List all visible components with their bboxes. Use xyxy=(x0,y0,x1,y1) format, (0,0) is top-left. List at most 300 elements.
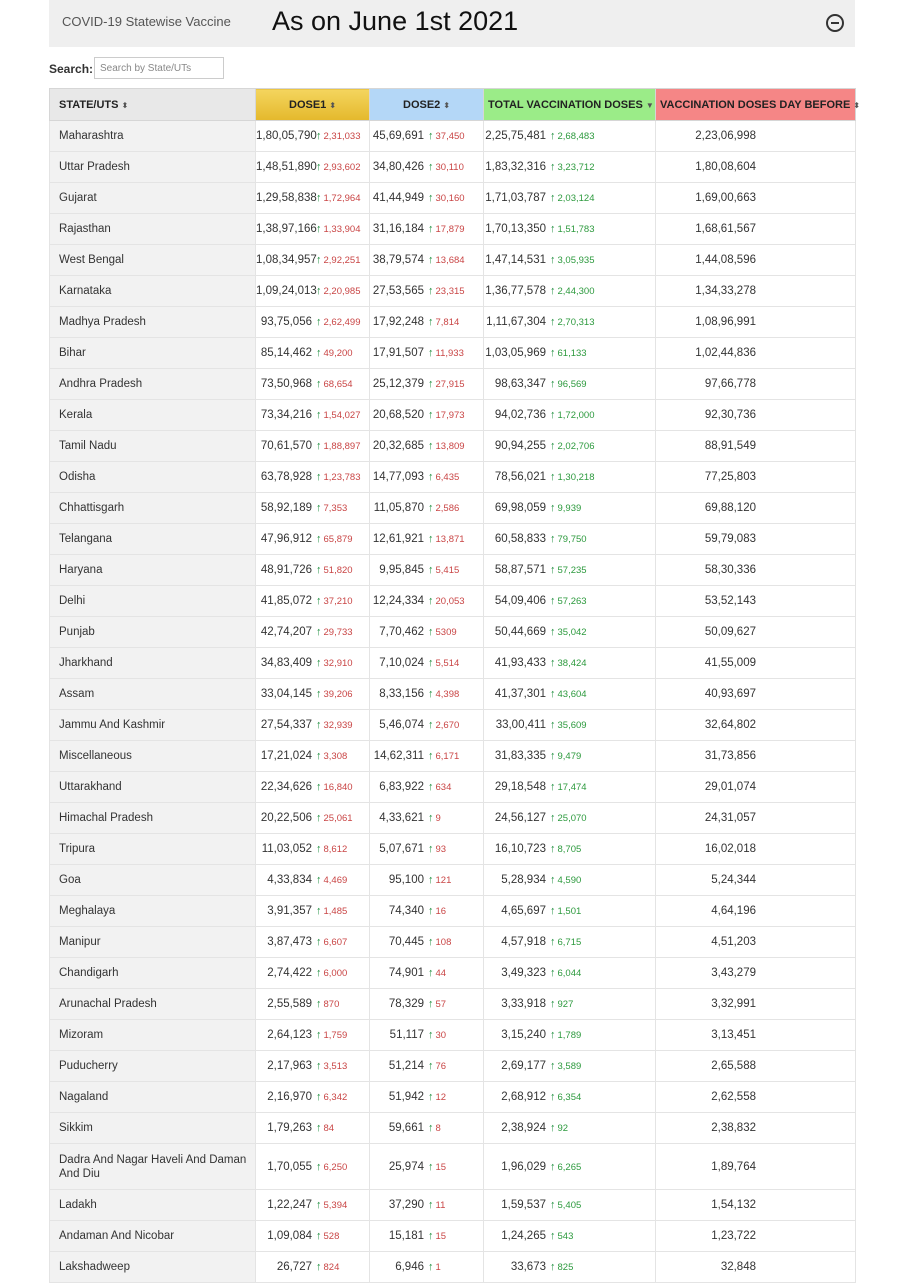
state-name: Telangana xyxy=(50,524,256,555)
table-row[interactable] xyxy=(50,1082,856,1113)
arrow-up-icon: ↑ xyxy=(550,347,556,359)
arrow-up-icon: ↑ xyxy=(316,161,322,173)
table-row[interactable] xyxy=(50,369,856,400)
dose1-value: 2,64,123 xyxy=(267,1029,312,1041)
dose1-cell xyxy=(256,989,370,1020)
column-header-label: DOSE1 xyxy=(289,98,327,111)
arrow-up-icon: ↑ xyxy=(316,192,322,204)
dose2-value: 8,33,156 xyxy=(379,688,424,700)
arrow-up-icon: ↑ xyxy=(550,967,556,979)
state-name: Puducherry xyxy=(50,1051,256,1082)
dose2-delta: 27,915 xyxy=(435,379,465,390)
table-row[interactable] xyxy=(50,431,856,462)
state-name: Dadra And Nagar Haveli And Daman And Diu xyxy=(50,1144,256,1190)
state-name: Tamil Nadu xyxy=(50,431,256,462)
arrow-up-icon: ↑ xyxy=(550,1060,556,1072)
state-name: Andhra Pradesh xyxy=(50,369,256,400)
day-before-value: 77,25,803 xyxy=(656,462,856,493)
total-value: 98,63,347 xyxy=(494,378,546,390)
arrow-up-icon: ↑ xyxy=(428,1029,434,1041)
table-row[interactable] xyxy=(50,462,856,493)
dose1-delta: 16,840 xyxy=(323,782,353,793)
dose2-value: 6,83,922 xyxy=(379,781,424,793)
dose1-delta: 3,308 xyxy=(323,751,348,762)
arrow-up-icon: ↑ xyxy=(428,905,434,917)
day-before-value: 2,65,588 xyxy=(656,1051,856,1082)
total-value: 1,70,13,350 xyxy=(485,223,546,235)
table-row[interactable] xyxy=(50,834,856,865)
state-name: Punjab xyxy=(50,617,256,648)
dose1-value: 34,83,409 xyxy=(260,657,312,669)
arrow-up-icon: ↑ xyxy=(428,750,434,762)
total-cell xyxy=(484,648,656,679)
state-name: Ladakh xyxy=(50,1190,256,1221)
dose1-delta: 824 xyxy=(323,1262,340,1273)
dose2-cell xyxy=(370,834,484,865)
dose2-cell xyxy=(370,276,484,307)
total-delta: 2,02,706 xyxy=(557,441,595,452)
table-row[interactable] xyxy=(50,617,856,648)
dose2-delta: 5,514 xyxy=(435,658,460,669)
dose2-value: 7,10,024 xyxy=(379,657,424,669)
table-row[interactable] xyxy=(50,865,856,896)
dose1-delta: 49,200 xyxy=(323,348,353,359)
table-row[interactable] xyxy=(50,679,856,710)
dose2-value: 17,91,507 xyxy=(372,347,424,359)
table-row[interactable] xyxy=(50,741,856,772)
state-name: Uttar Pradesh xyxy=(50,152,256,183)
table-row[interactable] xyxy=(50,121,856,152)
dose1-delta: 8,612 xyxy=(323,844,348,855)
arrow-up-icon: ↑ xyxy=(428,626,434,638)
total-delta: 25,070 xyxy=(557,813,587,824)
table-row[interactable] xyxy=(50,710,856,741)
dose2-delta: 17,973 xyxy=(435,410,465,421)
total-value: 41,37,301 xyxy=(494,688,546,700)
state-name: Haryana xyxy=(50,555,256,586)
vaccine-table xyxy=(49,88,860,1283)
state-name: Manipur xyxy=(50,927,256,958)
state-name: Karnataka xyxy=(50,276,256,307)
arrow-up-icon: ↑ xyxy=(316,502,322,514)
state-name: Lakshadweep xyxy=(50,1252,256,1283)
column-header-day-before[interactable] xyxy=(656,89,860,121)
search-input[interactable] xyxy=(94,57,224,79)
minus-circle-icon[interactable] xyxy=(826,14,844,32)
dose2-value: 51,214 xyxy=(388,1060,424,1072)
dose2-value: 45,69,691 xyxy=(372,130,424,142)
arrow-up-icon: ↑ xyxy=(428,1230,434,1242)
total-value: 1,96,029 xyxy=(501,1160,546,1173)
arrow-up-icon: ↑ xyxy=(316,998,322,1010)
column-header-label: DOSE2 xyxy=(403,98,441,111)
dose2-cell xyxy=(370,648,484,679)
dose2-cell xyxy=(370,741,484,772)
arrow-up-icon: ↑ xyxy=(550,657,556,669)
state-name: Sikkim xyxy=(50,1113,256,1144)
total-delta: 38,424 xyxy=(557,658,587,669)
total-cell xyxy=(484,1113,656,1144)
total-cell xyxy=(484,1221,656,1252)
dose2-cell xyxy=(370,369,484,400)
dose1-delta: 51,820 xyxy=(323,565,353,576)
dose2-value: 20,68,520 xyxy=(372,409,424,421)
total-cell xyxy=(484,121,656,152)
table-row[interactable] xyxy=(50,896,856,927)
dose2-cell xyxy=(370,152,484,183)
arrow-up-icon: ↑ xyxy=(550,1230,556,1242)
total-cell xyxy=(484,1190,656,1221)
total-value: 54,09,406 xyxy=(494,595,546,607)
table-row[interactable] xyxy=(50,245,856,276)
arrow-up-icon: ↑ xyxy=(428,409,434,421)
arrow-up-icon: ↑ xyxy=(316,254,322,266)
total-cell xyxy=(484,1144,656,1190)
arrow-up-icon: ↑ xyxy=(428,843,434,855)
total-delta: 9,479 xyxy=(557,751,582,762)
arrow-up-icon: ↑ xyxy=(550,533,556,545)
dose2-delta: 8 xyxy=(435,1123,441,1134)
total-cell xyxy=(484,183,656,214)
total-cell xyxy=(484,431,656,462)
total-delta: 8,705 xyxy=(557,844,582,855)
day-before-value: 1,89,764 xyxy=(656,1144,856,1190)
dose1-delta: 870 xyxy=(323,999,340,1010)
dose1-delta: 68,654 xyxy=(323,379,353,390)
column-header-label: VACCINATION DOSES DAY BEFORE xyxy=(660,98,851,111)
table-row[interactable] xyxy=(50,493,856,524)
dose1-delta: 1,72,964 xyxy=(323,193,361,204)
total-cell xyxy=(484,772,656,803)
table-row[interactable] xyxy=(50,1144,856,1190)
total-delta: 2,03,124 xyxy=(557,193,595,204)
state-name: Himachal Pradesh xyxy=(50,803,256,834)
day-before-value: 41,55,009 xyxy=(656,648,856,679)
total-value: 1,47,14,531 xyxy=(485,254,546,266)
dose2-value: 25,12,379 xyxy=(372,378,424,390)
arrow-up-icon: ↑ xyxy=(316,564,322,576)
table-row[interactable] xyxy=(50,648,856,679)
table-row[interactable] xyxy=(50,1113,856,1144)
arrow-up-icon: ↑ xyxy=(550,874,556,886)
dose2-value: 14,77,093 xyxy=(372,471,424,483)
day-before-value: 50,09,627 xyxy=(656,617,856,648)
total-value: 60,58,833 xyxy=(494,533,546,545)
arrow-up-icon: ↑ xyxy=(316,1122,322,1134)
column-header-label: STATE/UTS xyxy=(59,98,119,111)
dose2-cell xyxy=(370,493,484,524)
dose2-value: 9,95,845 xyxy=(379,564,424,576)
total-cell xyxy=(484,679,656,710)
dose1-delta: 29,733 xyxy=(323,627,353,638)
arrow-up-icon: ↑ xyxy=(316,378,322,390)
table-row[interactable] xyxy=(50,400,856,431)
arrow-up-icon: ↑ xyxy=(428,1091,434,1103)
dose2-value: 12,24,334 xyxy=(372,595,424,607)
total-delta: 825 xyxy=(557,1262,574,1273)
day-before-value: 1,68,61,567 xyxy=(656,214,856,245)
dose1-value: 2,16,970 xyxy=(267,1091,312,1103)
dose1-value: 2,55,589 xyxy=(267,998,312,1010)
day-before-value: 58,30,336 xyxy=(656,555,856,586)
arrow-up-icon: ↑ xyxy=(550,719,556,731)
dose2-value: 25,974 xyxy=(388,1160,424,1173)
total-value: 2,38,924 xyxy=(501,1122,546,1134)
arrow-up-icon: ↑ xyxy=(550,1261,556,1273)
total-delta: 1,789 xyxy=(557,1030,582,1041)
dose1-delta: 4,469 xyxy=(323,875,348,886)
table-row[interactable] xyxy=(50,772,856,803)
total-value: 3,15,240 xyxy=(501,1029,546,1041)
dose2-value: 37,290 xyxy=(388,1199,424,1211)
total-cell xyxy=(484,555,656,586)
arrow-up-icon: ↑ xyxy=(428,440,434,452)
table-row[interactable] xyxy=(50,214,856,245)
dose2-delta: 634 xyxy=(435,782,452,793)
table-row[interactable] xyxy=(50,152,856,183)
dose2-value: 70,445 xyxy=(388,936,424,948)
arrow-up-icon: ↑ xyxy=(550,1122,556,1134)
table-row[interactable] xyxy=(50,307,856,338)
total-delta: 6,715 xyxy=(557,937,582,948)
dose1-value: 93,75,056 xyxy=(260,316,312,328)
table-row[interactable] xyxy=(50,989,856,1020)
table-row[interactable] xyxy=(50,183,856,214)
dose2-delta: 30,110 xyxy=(435,162,464,173)
table-row[interactable] xyxy=(50,276,856,307)
day-before-value: 1,80,08,604 xyxy=(656,152,856,183)
total-value: 41,93,433 xyxy=(494,657,546,669)
table-row[interactable] xyxy=(50,1020,856,1051)
dose1-cell xyxy=(256,276,370,307)
arrow-up-icon: ↑ xyxy=(550,564,556,576)
total-value: 33,673 xyxy=(510,1261,546,1273)
dose1-cell xyxy=(256,245,370,276)
total-value: 2,69,177 xyxy=(501,1060,546,1072)
dose1-value: 27,54,337 xyxy=(260,719,312,731)
dose1-cell xyxy=(256,679,370,710)
dose1-value: 1,80,05,790 xyxy=(256,130,317,142)
arrow-up-icon: ↑ xyxy=(550,223,556,235)
dose2-value: 51,942 xyxy=(388,1091,424,1103)
dose1-cell xyxy=(256,1221,370,1252)
dose1-delta: 1,23,783 xyxy=(323,472,361,483)
dose1-cell xyxy=(256,741,370,772)
column-header-dose1[interactable] xyxy=(256,89,370,121)
dose2-cell xyxy=(370,896,484,927)
total-delta: 1,51,783 xyxy=(557,224,595,235)
dose2-delta: 1 xyxy=(435,1262,441,1273)
dose1-value: 85,14,462 xyxy=(260,347,312,359)
dose2-value: 5,46,074 xyxy=(379,719,424,731)
dose1-delta: 84 xyxy=(323,1123,335,1134)
total-cell xyxy=(484,276,656,307)
dose2-value: 6,946 xyxy=(395,1261,424,1273)
day-before-value: 1,08,96,991 xyxy=(656,307,856,338)
dose2-delta: 30,160 xyxy=(435,193,465,204)
dose2-cell xyxy=(370,555,484,586)
arrow-up-icon: ↑ xyxy=(550,161,556,173)
search-label: Search: xyxy=(49,62,94,76)
dose2-value: 5,07,671 xyxy=(379,843,424,855)
table-row[interactable] xyxy=(50,1190,856,1221)
dose1-cell xyxy=(256,369,370,400)
dose1-cell xyxy=(256,927,370,958)
dose1-delta: 2,20,985 xyxy=(323,286,361,297)
dose1-value: 3,87,473 xyxy=(267,936,312,948)
total-cell xyxy=(484,989,656,1020)
total-value: 1,11,67,304 xyxy=(486,316,546,328)
arrow-up-icon: ↑ xyxy=(428,657,434,669)
dose1-value: 1,22,247 xyxy=(267,1199,312,1211)
dose2-cell xyxy=(370,803,484,834)
dose1-delta: 2,62,499 xyxy=(323,317,361,328)
table-row[interactable] xyxy=(50,1051,856,1082)
arrow-up-icon: ↑ xyxy=(428,130,434,142)
dose2-cell xyxy=(370,462,484,493)
total-cell xyxy=(484,1252,656,1283)
arrow-up-icon: ↑ xyxy=(316,688,322,700)
state-name: Jammu And Kashmir xyxy=(50,710,256,741)
dose1-cell xyxy=(256,431,370,462)
table-row[interactable] xyxy=(50,927,856,958)
column-header-total[interactable] xyxy=(484,89,656,121)
dose1-delta: 5,394 xyxy=(323,1200,348,1211)
dose2-delta: 2,670 xyxy=(435,720,460,731)
total-delta: 57,263 xyxy=(557,596,587,607)
dose1-cell xyxy=(256,834,370,865)
dose1-value: 2,17,963 xyxy=(267,1060,312,1072)
arrow-up-icon: ↑ xyxy=(550,1160,556,1173)
table-row[interactable] xyxy=(50,958,856,989)
arrow-up-icon: ↑ xyxy=(550,812,556,824)
arrow-up-icon: ↑ xyxy=(550,1091,556,1103)
total-delta: 43,604 xyxy=(557,689,587,700)
total-delta: 927 xyxy=(557,999,574,1010)
arrow-up-icon: ↑ xyxy=(428,967,434,979)
dose1-cell xyxy=(256,1144,370,1190)
arrow-up-icon: ↑ xyxy=(428,781,434,793)
total-value: 4,57,918 xyxy=(501,936,546,948)
day-before-value: 1,02,44,836 xyxy=(656,338,856,369)
dose2-value: 78,329 xyxy=(388,998,424,1010)
arrow-up-icon: ↑ xyxy=(428,502,434,514)
dose2-cell xyxy=(370,400,484,431)
arrow-up-icon: ↑ xyxy=(550,502,556,514)
day-before-value: 2,38,832 xyxy=(656,1113,856,1144)
total-cell xyxy=(484,896,656,927)
dose1-value: 1,29,58,838 xyxy=(256,192,317,204)
day-before-value: 32,848 xyxy=(656,1252,856,1283)
dose1-delta: 25,061 xyxy=(323,813,353,824)
arrow-up-icon: ↑ xyxy=(316,905,322,917)
arrow-up-icon: ↑ xyxy=(316,874,322,886)
table-header-row xyxy=(50,89,856,121)
arrow-up-icon: ↑ xyxy=(316,347,322,359)
table-row[interactable] xyxy=(50,1252,856,1283)
total-delta: 96,569 xyxy=(557,379,587,390)
arrow-up-icon: ↑ xyxy=(316,1091,322,1103)
arrow-up-icon: ↑ xyxy=(428,223,434,235)
total-delta: 6,265 xyxy=(557,1161,582,1173)
arrow-up-icon: ↑ xyxy=(550,378,556,390)
total-cell xyxy=(484,803,656,834)
total-value: 31,83,335 xyxy=(494,750,546,762)
arrow-up-icon: ↑ xyxy=(550,285,556,297)
arrow-up-icon: ↑ xyxy=(316,1029,322,1041)
total-value: 1,83,32,316 xyxy=(485,161,546,173)
dose2-delta: 7,814 xyxy=(435,317,460,328)
table-row[interactable] xyxy=(50,803,856,834)
dose1-delta: 1,88,897 xyxy=(323,441,361,452)
dose1-value: 33,04,145 xyxy=(260,688,312,700)
column-header-state[interactable] xyxy=(50,89,256,121)
dose1-value: 42,74,207 xyxy=(260,626,312,638)
dose1-cell xyxy=(256,710,370,741)
dose2-delta: 93 xyxy=(435,844,447,855)
day-before-value: 3,32,991 xyxy=(656,989,856,1020)
dose2-value: 41,44,949 xyxy=(372,192,424,204)
state-name: Delhi xyxy=(50,586,256,617)
dose1-cell xyxy=(256,648,370,679)
dose1-delta: 2,93,602 xyxy=(323,162,361,173)
arrow-up-icon: ↑ xyxy=(316,1060,322,1072)
dose1-value: 1,79,263 xyxy=(267,1122,312,1134)
arrow-up-icon: ↑ xyxy=(550,316,556,328)
table-row[interactable] xyxy=(50,524,856,555)
dose1-cell xyxy=(256,617,370,648)
dose2-delta: 17,879 xyxy=(435,224,465,235)
arrow-up-icon: ↑ xyxy=(428,719,434,731)
dose1-cell xyxy=(256,586,370,617)
arrow-up-icon: ↑ xyxy=(550,130,556,142)
total-cell xyxy=(484,462,656,493)
arrow-up-icon: ↑ xyxy=(550,750,556,762)
table-row[interactable] xyxy=(50,1221,856,1252)
total-cell xyxy=(484,524,656,555)
dose2-delta: 108 xyxy=(435,937,452,948)
arrow-up-icon: ↑ xyxy=(550,843,556,855)
arrow-up-icon: ↑ xyxy=(316,657,322,669)
dose2-cell xyxy=(370,1190,484,1221)
arrow-up-icon: ↑ xyxy=(550,440,556,452)
dose1-value: 41,85,072 xyxy=(260,595,312,607)
day-before-value: 1,69,00,663 xyxy=(656,183,856,214)
dose1-delta: 6,607 xyxy=(323,937,348,948)
table-row[interactable] xyxy=(50,555,856,586)
arrow-up-icon: ↑ xyxy=(550,409,556,421)
dose2-delta: 11,933 xyxy=(435,348,464,359)
arrow-up-icon: ↑ xyxy=(428,161,434,173)
day-before-value: 16,02,018 xyxy=(656,834,856,865)
dose1-cell xyxy=(256,1051,370,1082)
table-row[interactable] xyxy=(50,338,856,369)
dose2-delta: 12 xyxy=(435,1092,447,1103)
dose1-value: 11,03,052 xyxy=(261,843,312,855)
column-header-dose2[interactable] xyxy=(370,89,484,121)
dose1-cell xyxy=(256,1252,370,1283)
table-row[interactable] xyxy=(50,586,856,617)
dose2-delta: 15 xyxy=(435,1231,447,1242)
dose1-delta: 32,939 xyxy=(323,720,353,731)
dose1-cell xyxy=(256,183,370,214)
total-value: 50,44,669 xyxy=(494,626,546,638)
dose2-delta: 20,053 xyxy=(435,596,465,607)
total-delta: 4,590 xyxy=(557,875,582,886)
arrow-up-icon: ↑ xyxy=(316,1199,322,1211)
dose2-cell xyxy=(370,1144,484,1190)
dose1-delta: 37,210 xyxy=(323,596,353,607)
